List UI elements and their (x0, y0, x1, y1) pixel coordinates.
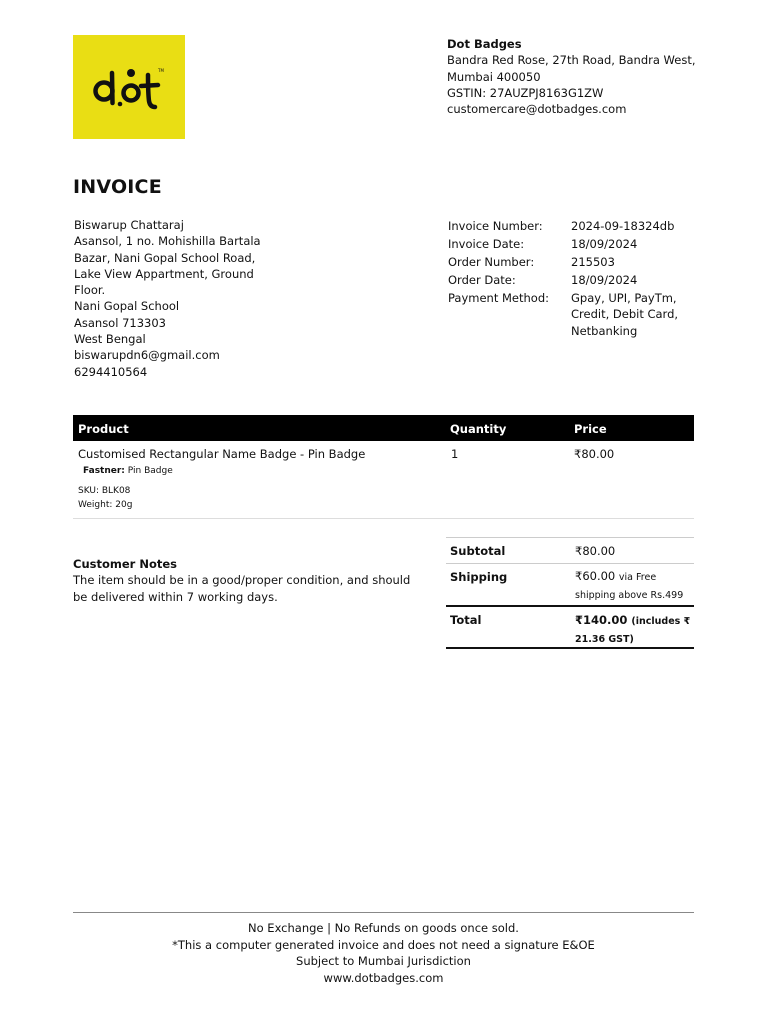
products-table-header (73, 415, 694, 441)
meta-value: 2024-09-18324db (571, 219, 675, 233)
footer-jurisdiction: Subject to Mumbai Jurisdiction (296, 954, 471, 968)
footer-divider (73, 912, 694, 913)
header-product: Product (78, 422, 129, 436)
item-weight: Weight: 20g (78, 500, 133, 510)
subtotal-label: Subtotal (450, 544, 506, 558)
footer-disclaimer: *This a computer generated invoice and does not need a signature E&OE (172, 937, 595, 952)
meta-value: 18/09/2024 (571, 237, 638, 251)
totals-divider (446, 605, 694, 607)
meta-row-order-number (448, 253, 698, 271)
item-sku: SKU: BLK08 (78, 486, 131, 496)
customer-address-line: Bazar, Nani Gopal School Road, (74, 250, 256, 265)
total-amount: ₹140.00 (575, 613, 628, 627)
customer-notes (73, 556, 428, 605)
brand-logo (73, 35, 185, 139)
seller-gstin: GSTIN: 27AUZPJ8163G1ZW (447, 85, 604, 100)
notes-heading: Customer Notes (73, 557, 177, 571)
trademark-mark: TM (158, 68, 164, 73)
table-row (73, 441, 694, 519)
customer-company: Nani Gopal School (74, 299, 180, 314)
footer (73, 920, 694, 986)
seller-name: Dot Badges (447, 37, 522, 51)
seller-email: customercare@dotbadges.com (447, 102, 627, 117)
customer-name: Biswarup Chattaraj (74, 218, 184, 232)
header-price: Price (574, 422, 607, 436)
seller-address-line1: Bandra Red Rose, 27th Road, Bandra West, (447, 53, 696, 68)
item-quantity: 1 (451, 447, 459, 461)
meta-label: Invoice Date: (448, 237, 525, 251)
shipping-value (575, 568, 695, 604)
meta-row-order-date (448, 271, 698, 289)
header-quantity: Quantity (450, 422, 507, 436)
subtotal-value: ₹80.00 (575, 544, 616, 558)
meta-row-invoice-date (448, 235, 698, 253)
customer-address-line: Floor. (74, 283, 106, 298)
customer-address-line: Asansol, 1 no. Mohishilla Bartala (74, 234, 261, 249)
item-price: ₹80.00 (574, 447, 615, 461)
meta-label: Payment Method: (448, 291, 550, 305)
total-value (575, 612, 695, 648)
customer-email: biswarupdn6@gmail.com (74, 348, 220, 363)
total-note: (includes ₹ 21.36 GST) (575, 616, 691, 645)
customer-city: Asansol 713303 (74, 315, 166, 330)
invoice-meta (448, 217, 698, 339)
shipping-amount: ₹60.00 (575, 569, 616, 583)
seller-address-line2: Mumbai 400050 (447, 69, 541, 84)
row-divider (73, 518, 694, 519)
total-label: Total (450, 613, 482, 627)
dot-logo-icon (73, 35, 185, 139)
seller-info (447, 36, 737, 117)
customer-address (74, 217, 264, 380)
item-option-label: Fastner: (83, 466, 125, 476)
totals-divider (446, 563, 694, 564)
totals-divider (446, 647, 694, 649)
footer-policy: No Exchange | No Refunds on goods once sold. (248, 921, 519, 935)
notes-text: The item should be in a good/proper condition, and should be delivered within 7 working days. (73, 573, 411, 604)
customer-phone: 6294410564 (74, 364, 148, 379)
shipping-label: Shipping (450, 570, 508, 584)
meta-value: Gpay, UPI, PayTm, Credit, Debit Card, Netbanking (571, 291, 679, 338)
footer-website: www.dotbadges.com (323, 970, 444, 985)
meta-label: Order Date: (448, 273, 516, 287)
meta-label: Invoice Number: (448, 219, 543, 233)
meta-value: 215503 (571, 255, 615, 269)
customer-state: West Bengal (74, 332, 146, 347)
item-name: Customised Rectangular Name Badge - Pin Badge (78, 447, 366, 461)
meta-row-payment-method (448, 289, 698, 339)
invoice-title: INVOICE (73, 176, 162, 198)
customer-address-line: Lake View Appartment, Ground (74, 266, 254, 281)
item-option-value: Pin Badge (127, 466, 173, 476)
meta-value: 18/09/2024 (571, 273, 638, 287)
meta-label: Order Number: (448, 255, 535, 269)
meta-row-invoice-number (448, 217, 698, 235)
totals-divider (446, 537, 694, 538)
item-option (83, 466, 173, 476)
shipping-note: via Free shipping above Rs.499 (575, 572, 684, 601)
